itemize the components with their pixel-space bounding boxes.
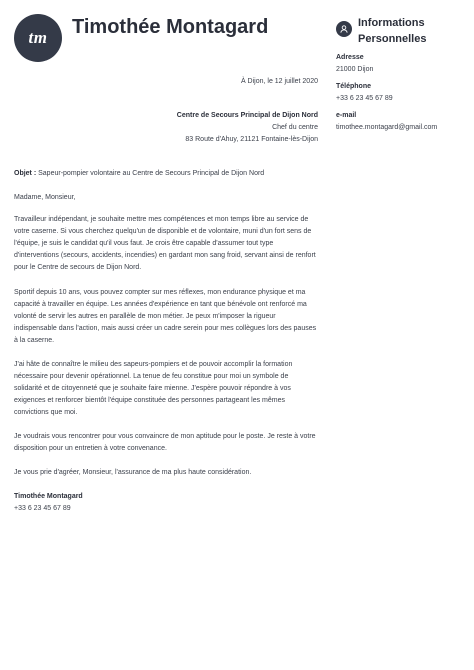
email-value[interactable]: timothee.montagard@gmail.com [336,124,438,131]
email-field [336,111,470,133]
letter-paragraph: Sportif depuis 10 ans, vous pouvez compter sur mes réflexes, mon endurance physique et ma capacité à travailler en équipe. Les années d'expérience en tant que bénévole ont renforcé ma volonté de servir les autres en parallèle de mon métier. Je peux m'imposer la rigueur indispensable dans l'action, mais aussi créer un cadre serein pour mes collègues lors des pauses à la caserne. [14,289,317,344]
subject-label: Objet : [14,170,37,177]
recipient-name: Centre de Secours Principal de Dijon Nord [176,112,318,119]
user-icon [336,21,352,37]
letter-closing: Je vous prie d'agréer, Monsieur, l'assurance de ma plus haute considération. [14,469,252,476]
phone-field [336,82,470,104]
recipient-address: 83 Route d'Ahuy, 21121 Fontaine-lès-Dijon [185,136,318,143]
personal-info-title-line2: Personnelles [358,33,427,45]
avatar [14,14,62,62]
letter-paragraph: Je voudrais vous rencontrer pour vous convaincre de mon aptitude pour le poste. Je reste à votre disposition pour un entretien à votre convenance. [14,433,316,452]
phone-label: Téléphone [336,83,372,90]
personal-info-title-line1: Informations [358,17,425,29]
subject-text: Sapeur-pompier volontaire au Centre de Secours Principal de Dijon Nord [38,170,265,177]
signature-name: Timothée Montagard [14,493,83,500]
letter-paragraph: Travailleur indépendant, je souhaite mettre mes compétences et mon temps libre au service de votre caserne. Si vous cherchez quelqu'un de disponible et de volontaire, muni d'un fort sens de l'équipe, je suis le candidat qu'il vous faut. Je crois être capable d'assumer tout type d'interventions (secours, accidents, incendies) en gardant mon sang froid, servant ainsi de renfort pour le Centre de secours de Dijon Nord. [14,216,316,271]
personal-info-title [358,15,426,47]
personal-info-header [336,15,470,47]
letter-paragraph: J'ai hâte de connaître le milieu des sapeurs-pompiers et de pouvoir accomplir la formation nécessaire pour devenir opérationnel. La tenue de feu constitue pour moi un symbole de solidarité et de citoyenneté que je souhaite faire mienne. J'espère pouvoir répondre à vos exigences et renforcer bientôt l'équipe constituée des personnes partageant les mêmes convictions que moi. [14,361,293,416]
address-label: Adresse [336,54,364,61]
phone-value: +33 6 23 45 67 89 [336,95,393,102]
letter-greeting: Madame, Monsieur, [14,194,76,201]
letter-date: À Dijon, le 12 juillet 2020 [240,78,318,85]
applicant-name: Timothée Montagard [72,16,269,38]
recipient-role: Chef du centre [272,124,318,131]
address-field [336,53,470,75]
recipient-block [177,110,318,146]
letter-subject [14,168,264,180]
personal-info-sidebar [336,15,470,133]
avatar-initials: tm [28,28,48,47]
address-value: 21000 Dijon [336,66,374,73]
signature-phone: +33 6 23 45 67 89 [14,505,71,512]
email-label: e-mail [336,112,357,119]
